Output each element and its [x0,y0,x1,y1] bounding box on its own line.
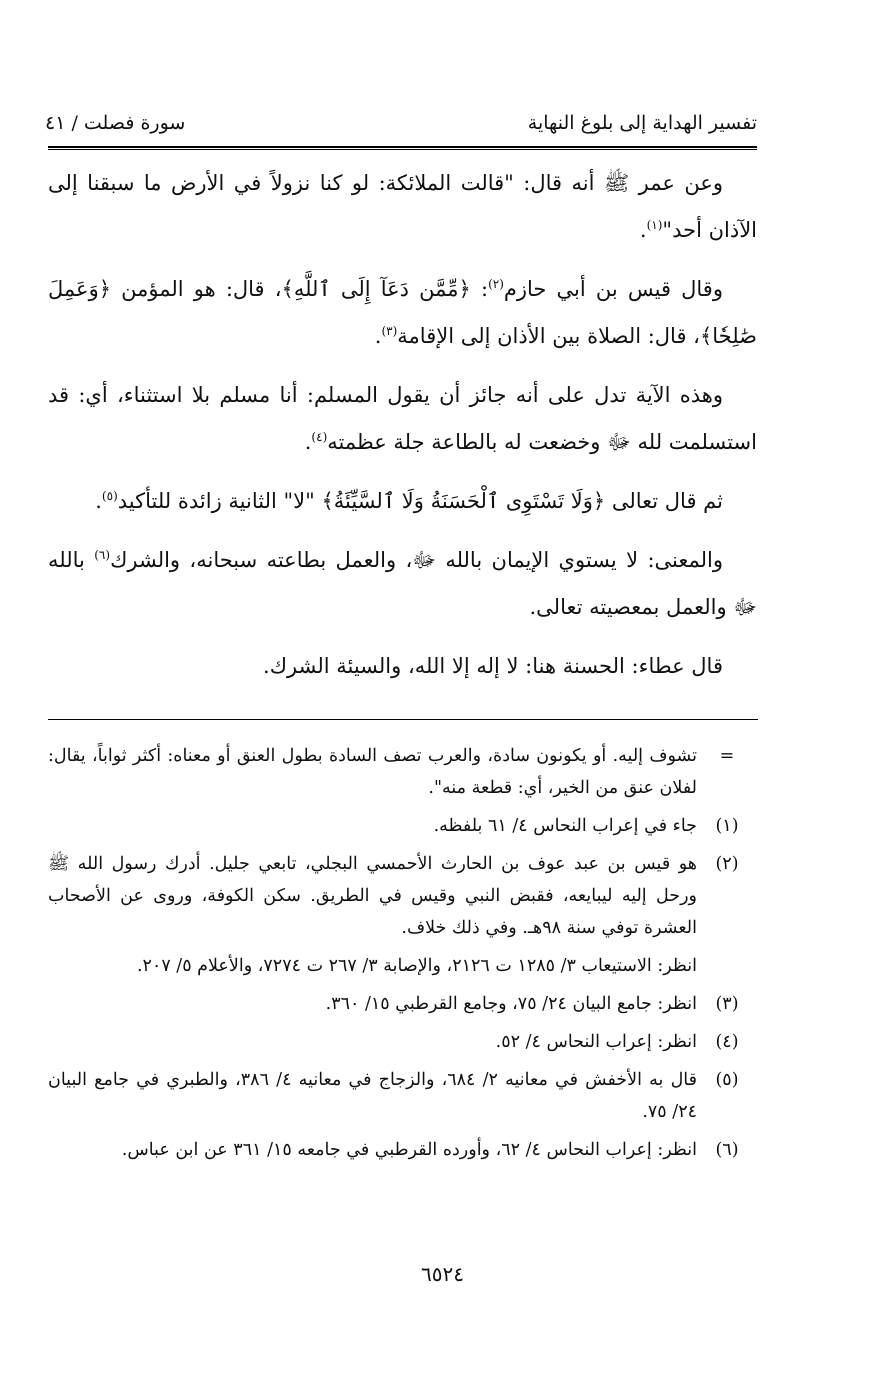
footnote-ref[interactable]: (٣) [381,324,398,338]
book-title: تفسير الهداية إلى بلوغ النهاية [527,112,757,134]
footnote [48,1064,757,1128]
footnote [48,1026,757,1058]
footnote-ref[interactable]: (٢) [488,277,504,291]
header-rule [48,146,757,150]
footnote-text: انظر: إعراب النحاس ٤/ ٥٢. [495,1032,697,1052]
punctuation: . [304,430,312,454]
paragraph-text: ، قال: هو المؤمن [111,277,282,301]
paragraph-2 [48,266,757,360]
footnote-text: هو قيس بن عبد عوف بن الحارث الأحمسي البجلي، تابعي جليل. أدرك رسول الله ﷺ ورحل إليه ليبايعه، فقبض النبي وقيس في الطريق. سكن الكوفة، وروى عن الأصحاب العشرة توفي سنة ٩٨هـ. وفي ذلك خلاف. [48,854,697,938]
footnote-text: جاء في إعراب النحاس ٤/ ٦١ بلفظه. [433,816,697,836]
footnote-ref[interactable]: (٦) [94,548,111,562]
paragraph-text: والمعنى: لا يستوي الإيمان بالله ﷻ، والعمل بطاعته سبحانه، والشرك [110,548,724,572]
footnote [48,1134,757,1166]
footnotes [48,740,757,1172]
footnote-number: (٣) [715,994,739,1014]
footnote [48,988,757,1020]
paragraph-text: ثم قال تعالى [605,489,723,513]
footnote-separator [48,719,758,720]
paragraph-1 [48,160,757,254]
paragraph-text: ، قال: الصلاة بين الأذان إلى الإقامة [397,324,700,348]
footnote-text: تشوف إليه. أو يكونون سادة، والعرب تصف السادة بطول العنق أو معناه: أكثر ثواباً، يقال: لفلان عنق من الخير، أي: قطعة منه". [48,746,697,798]
footnote-number: (٦) [715,1140,739,1160]
running-header [45,103,757,143]
footnote [48,810,757,842]
paragraph-4 [48,478,757,525]
paragraph-text: وعن عمر ﷺ أنه قال: "قالت الملائكة: لو كنا نزولاً في الأرض ما سبقنا إلى الآذان أحد" [48,171,757,242]
footnote-number: (٤) [715,1032,739,1052]
footnote [48,740,757,804]
footnote-ref[interactable]: (٤) [311,430,328,444]
quran-verse: ﴿وَعَمِلَ صَٰلِحٗا﴾ [48,277,757,348]
footnote-text: قال به الأخفش في معانيه ٢/ ٦٨٤، والزجاج في معانيه ٤/ ٣٨٦، والطبري في جامع البيان ٢٤/ ٧٥. [48,1070,698,1122]
punctuation: . [95,489,102,513]
footnote-text: انظر: جامع البيان ٢٤/ ٧٥، وجامع القرطبي ١٥/ ٣٦٠. [325,994,697,1014]
paragraph-5 [48,537,757,631]
footnote [48,848,757,944]
footnote-text: انظر: الاستيعاب ٣/ ١٢٨٥ ت ٢١٢٦، والإصابة ٣/ ٢٦٧ ت ٧٢٧٤، والأعلام ٥/ ٢٠٧. [136,956,697,976]
main-text [48,160,757,702]
punctuation: . [374,324,382,348]
paragraph-text: "لا" الثانية زائدة للتأكيد [117,489,322,513]
footnote-text: انظر: إعراب النحاس ٤/ ٦٢، وأورده القرطبي في جامعه ١٥/ ٣٦١ عن ابن عباس. [121,1140,697,1160]
paragraph-3 [48,372,757,466]
footnote-ref[interactable]: (١) [646,218,663,232]
paragraph-text: بالله ﷻ والعمل بمعصيته تعالى. [48,548,757,619]
footnote-ref[interactable]: (٥) [101,489,118,503]
footnote-number: (١) [715,816,739,836]
paragraph-text: وهذه الآية تدل على أنه جائز أن يقول المسلم: أنا مسلم بلا استثناء، أي: قد استسلمت لله ﷻ وخضعت له بالطاعة جلة عظمته [48,383,757,454]
surah-info: سورة فصلت / ٤١ [45,112,186,134]
paragraph-text: وقال قيس بن أبي حازم [503,277,723,301]
footnote-number: = [719,746,735,766]
quran-verse: ﴿مِّمَّن دَعَآ إِلَى ٱللَّهِ﴾ [281,277,471,301]
footnote [48,950,757,982]
punctuation: . [639,218,647,242]
footnote-number: (٢) [715,854,739,874]
paragraph-text: : [470,277,489,301]
paragraph-text: قال عطاء: الحسنة هنا: لا إله إلا الله، والسيئة الشرك. [263,654,723,678]
page-number: ٦٥٢٤ [421,1262,464,1286]
footnote-number: (٥) [715,1070,739,1090]
quran-verse: ﴿وَلَا تَسْتَوِى ٱلْحَسَنَةُ وَلَا ٱلسَّيِّئَةُ﴾ [321,489,606,513]
paragraph-6 [48,643,757,690]
